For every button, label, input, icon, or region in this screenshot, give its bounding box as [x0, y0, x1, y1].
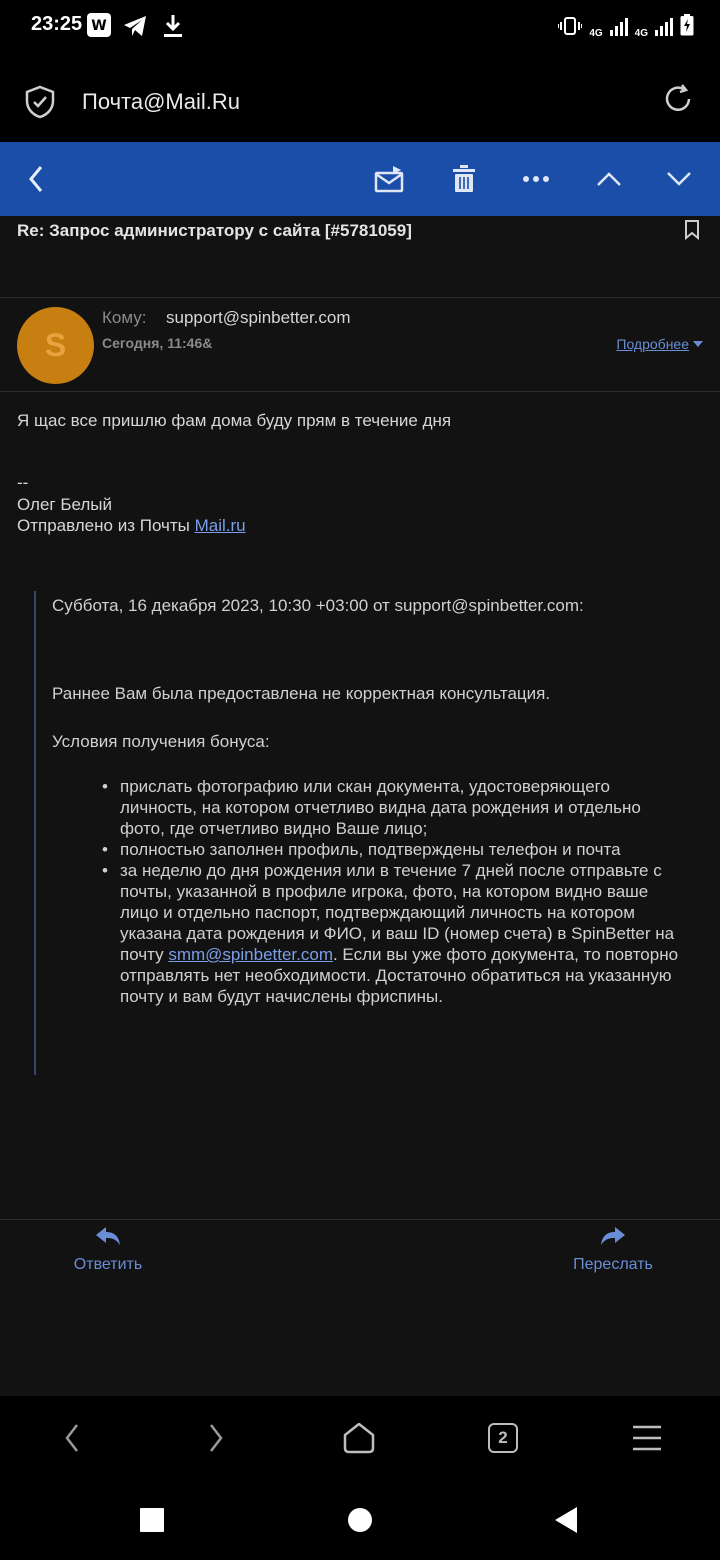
more-button[interactable] [506, 142, 566, 216]
signal-icon-2 [655, 18, 673, 39]
email-view [0, 216, 720, 1396]
mailru-link[interactable]: Mail.ru [194, 516, 246, 535]
email-date: Сегодня, 11:46& [102, 335, 213, 351]
envelope-icon [374, 165, 404, 193]
recents-button[interactable] [122, 1480, 182, 1560]
chevron-left-icon [26, 163, 46, 195]
smm-email-link[interactable]: smm@spinbetter.com [168, 945, 333, 964]
to-label: Кому: [102, 308, 147, 327]
signature-dash: -- [17, 473, 29, 492]
battery-charging-icon [680, 14, 694, 39]
chevron-left-icon [63, 1423, 81, 1453]
reply-icon [95, 1226, 121, 1246]
home-icon [342, 1422, 376, 1454]
tabs-button[interactable] [473, 1396, 533, 1480]
browser-forward-button[interactable] [186, 1396, 246, 1480]
system-back-button[interactable] [536, 1480, 596, 1560]
list-item-text: за неделю до дня рождения или в течение 7 дней после отправьте с почты, указанной в профиле игрока, фото, на котором видно ваше лицо и отдельно паспорт, подтверждающий личность на котором указана дата рождения и ФИО, и ваш ID (номер счета) в SpinBetter на почту [120, 861, 675, 964]
divider [0, 1219, 720, 1220]
details-label: Подробнее [616, 336, 689, 352]
bookmark-icon[interactable] [684, 220, 700, 245]
system-nav-bar [0, 1480, 720, 1560]
status-bar [0, 0, 720, 56]
next-message-button[interactable] [649, 142, 709, 216]
chevron-up-icon [596, 171, 622, 187]
mark-unread-button[interactable] [359, 142, 419, 216]
quote-header: Суббота, 16 декабря 2023, 10:30 +03:00 от support@spinbetter.com: [52, 596, 584, 615]
browser-address-bar [0, 56, 720, 142]
forward-label: Переслать [573, 1256, 653, 1273]
quote-paragraph-1: Раннее Вам была предоставлена не корректная консультация. [52, 684, 551, 703]
download-icon [162, 13, 184, 44]
avatar[interactable]: S [17, 307, 94, 384]
status-right-group [558, 14, 694, 39]
forward-button[interactable] [560, 1226, 666, 1274]
mail-toolbar [0, 142, 720, 216]
chevron-down-icon [666, 171, 692, 187]
network-type-1: 4G [589, 28, 603, 39]
status-time: 23:25 [31, 13, 83, 35]
browser-bottom-nav [0, 1396, 720, 1480]
caret-down-icon [693, 341, 703, 347]
reload-icon[interactable] [662, 83, 694, 120]
wps-app-icon [86, 12, 112, 43]
list-item: • прислать фотографию или скан документа, удостоверяющего личность, на котором отчетливо видна дата рождения и отдельно фото, где отчетливо видно Ваше лицо; [100, 776, 690, 839]
trash-icon [452, 165, 476, 193]
delete-button[interactable] [434, 142, 494, 216]
previous-message-button[interactable] [579, 142, 639, 216]
reply-button[interactable] [60, 1226, 156, 1274]
triangle-back-icon [553, 1506, 579, 1534]
more-dots-icon [522, 175, 550, 183]
system-home-button[interactable] [330, 1480, 390, 1560]
signature-name: Олег Белый [17, 495, 113, 514]
circle-icon [347, 1507, 373, 1533]
menu-icon [632, 1424, 662, 1452]
menu-button[interactable] [617, 1396, 677, 1480]
signal-icon-1 [610, 18, 628, 39]
home-button[interactable] [329, 1396, 389, 1480]
tab-count: 2 [488, 1423, 518, 1453]
divider [0, 391, 720, 392]
back-button[interactable] [6, 142, 66, 216]
svg-text:W: W [91, 18, 107, 34]
quote-bar [34, 591, 36, 1075]
page-title[interactable]: Почта@Mail.Ru [82, 89, 240, 114]
telegram-icon [122, 14, 148, 43]
shield-icon[interactable] [24, 85, 56, 124]
recipient-email[interactable]: support@spinbetter.com [166, 308, 351, 327]
chevron-right-icon [207, 1423, 225, 1453]
forward-icon [600, 1226, 626, 1246]
reply-label: Ответить [73, 1256, 143, 1273]
bonus-conditions-list [100, 776, 690, 1007]
list-item: • полностью заполнен профиль, подтверждены телефон и почта [100, 839, 690, 860]
vibrate-icon [558, 16, 582, 39]
quote-paragraph-2: Условия получения бонуса: [52, 732, 270, 751]
signature-sent-from [17, 515, 246, 536]
email-subject: Re: Запрос администратору с сайта [#5781059] [17, 221, 412, 240]
list-item-text: . Если вы уже фото документа, то повторно отправлять нет необходимости. Достаточно обратиться на указанную почту и вам будут начислены фриспины. [120, 945, 679, 1006]
details-link[interactable] [616, 336, 703, 352]
browser-back-button[interactable] [42, 1396, 102, 1480]
message-body: Я щас все пришлю фам дома буду прям в течение дня [17, 411, 452, 430]
network-type-2: 4G [634, 28, 648, 39]
signature-sent-prefix: Отправлено из Почты [17, 516, 195, 535]
list-item [100, 860, 690, 1007]
square-icon [139, 1507, 165, 1533]
divider [0, 297, 720, 298]
